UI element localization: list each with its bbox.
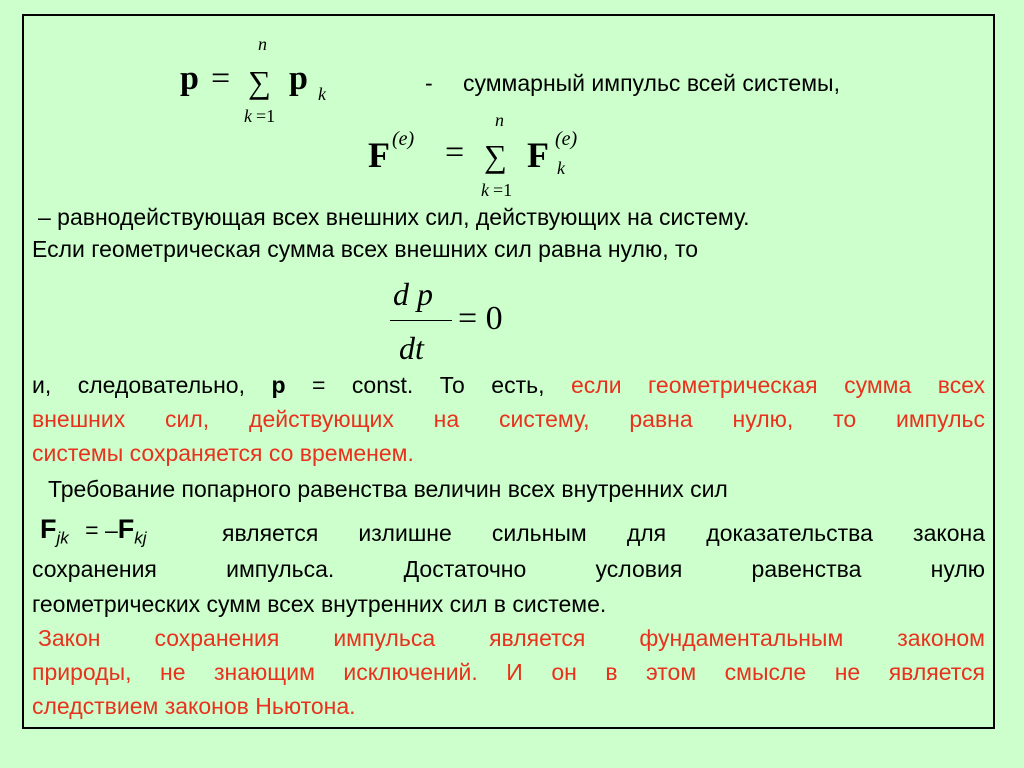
text-line-1: – равнодействующая всех внешних сил, действующих на систему.	[38, 204, 750, 230]
formula2-upper: n	[495, 110, 504, 130]
formula1-sub: k	[318, 84, 326, 104]
text-line-3-red: если геометрическая сумма всех	[571, 372, 985, 398]
momentum-symbol: р	[271, 372, 286, 398]
text-line-10: Закон сохранения импульса является фундаментальным законом	[38, 625, 985, 651]
formula1-eq: =	[211, 60, 231, 97]
text-line-4: внешних сил, действующих на систему, равна нулю, то импульс	[32, 406, 985, 432]
fraction-bar	[390, 320, 452, 321]
text-line-3-b: = const. То есть,	[285, 372, 571, 398]
formula3-denominator: dt	[399, 330, 424, 366]
formula2-term: F	[527, 135, 549, 175]
force-eq: = –	[85, 517, 118, 543]
formula2-sigma: ∑	[484, 138, 507, 174]
force-jk: F	[40, 514, 57, 544]
formula2-lower-k: k	[481, 180, 489, 200]
formula2-sup: (e)	[392, 128, 415, 150]
formula1-lower-eq: =1	[256, 106, 276, 126]
formula2-lower-eq: =1	[493, 180, 513, 200]
formula1-dash: -	[425, 70, 433, 96]
formula2-term-sub: k	[557, 158, 565, 178]
formula1-term: p	[289, 60, 308, 97]
formula1-upper: n	[258, 34, 267, 54]
formula3-numerator: d p	[393, 276, 433, 312]
force-jk-sub: jk	[56, 528, 69, 548]
text-line-5: системы сохраняется со временем.	[32, 440, 414, 466]
formula2-lhs: F	[368, 135, 390, 175]
formula2-eq: =	[445, 134, 465, 171]
formula1-sigma: ∑	[248, 64, 271, 100]
text-line-3	[32, 372, 985, 400]
text-line-11: природы, не знающим исключений. И он в этом смысле не является	[32, 659, 985, 685]
text-line-12: следствием законов Ньютона.	[32, 693, 356, 719]
formula2-term-sup: (e)	[555, 128, 578, 150]
text-line-2: Если геометрическая сумма всех внешних сил равна нулю, то	[32, 236, 699, 262]
formula1-text: суммарный импульс всей системы,	[463, 70, 840, 96]
formula1-lower-k: k	[244, 106, 252, 126]
text-line-9: геометрических сумм всех внутренних сил в системе.	[32, 591, 607, 617]
text-line-3-a: и, следовательно,	[32, 372, 272, 398]
force-kj-sub: kj	[134, 528, 147, 548]
formula3-rhs: = 0	[458, 300, 503, 337]
formula-pair-forces	[40, 514, 147, 549]
force-kj: F	[117, 514, 135, 544]
text-line-7: является излишне сильным для доказательства закона	[222, 520, 985, 546]
formula1-lhs: p	[180, 60, 199, 97]
text-line-8: сохранения импульса. Достаточно условия равенства нулю	[32, 556, 985, 582]
text-line-6: Требование попарного равенства величин всех внутренних сил	[48, 476, 728, 502]
